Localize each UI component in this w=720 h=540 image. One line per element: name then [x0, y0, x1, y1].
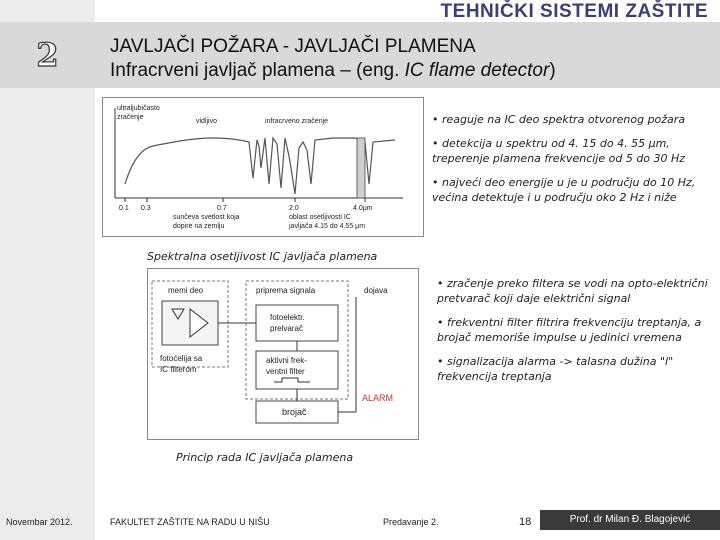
bullet-item: • zračenje preko filtera se vodi na opto-električni pretvarač koji daje električni signal — [437, 277, 708, 305]
subtitle-italic: IC flame detector — [404, 60, 550, 81]
converter-line1: fotoelektr. — [270, 313, 305, 322]
brand-title: TEHNIČKI SISTEMI ZAŠTITE — [440, 1, 708, 22]
subtitle-prefix: Infracrveni javljač plamena – (eng. — [110, 60, 405, 81]
bullet-item: • najveći deo energije u je u području do 10 Hz, većina detektuje i u području oko 2 Hz i niže — [432, 176, 696, 204]
filter-line1: aktivni frek- — [266, 356, 307, 365]
tick-40: 4.0μm — [353, 205, 373, 212]
footer-faculty: FAKULTET ZAŠTITE NA RADU U NIŠU — [110, 517, 270, 527]
slide-subtitle — [110, 60, 556, 82]
photocell-line2: IC filterom — [160, 365, 197, 374]
footer-professor: Prof. dr Milan Đ. Blagojević — [540, 510, 720, 530]
page-number: 18 — [519, 516, 532, 528]
slide-number: 2 — [0, 22, 95, 88]
note-sunlight-line2: dopire na zemlju — [173, 223, 225, 230]
spectral-sensitivity-figure — [102, 97, 424, 237]
memory-label: memi deo — [168, 286, 204, 295]
tick-07: 0.7 — [217, 205, 227, 212]
ylabel-line2: zračenje — [117, 114, 144, 121]
top-band — [95, 0, 720, 22]
bullets-top — [432, 112, 717, 214]
bullets-bottom — [437, 276, 717, 393]
spectrum-caption: Spektralna osetljivost IC javljača plamena — [147, 250, 378, 263]
sunlight-curve — [125, 138, 395, 194]
counter-label: brojač — [282, 407, 307, 417]
label-visible: vidljivo — [196, 118, 218, 125]
power-label: dojava — [364, 286, 388, 295]
photocell-line1: fotoćelija sa — [160, 354, 203, 363]
ic-detector-principle-figure — [147, 268, 419, 440]
bullet-item: • frekventni filter filtrira frekvenciju treptanja, a brojač memoriše impulse u jedinici vremena — [437, 316, 702, 344]
tick-01: 0.1 — [119, 205, 129, 212]
ylabel-line1: ultraljubičasto — [117, 105, 160, 112]
bullet-item: • detekcija u spektru od 4. 15 do 4. 55 μm, treperenje plamena frekvencije od 5 do 30 Hz — [432, 137, 686, 165]
note-sunlight-line1: sunčeva svetlost koja — [173, 214, 240, 221]
alarm-label: ALARM — [362, 393, 394, 403]
slide-title: JAVLJAČI POŽARA - JAVLJAČI PLAMENA — [110, 36, 476, 57]
footer-date: Novembar 2012. — [6, 517, 73, 527]
bullet-item: • reaguje na IC deo spektra otvorenog požara — [432, 113, 686, 126]
label-infrared: infracrveno zračenje — [265, 118, 329, 125]
filter-line2: ventni filter — [266, 367, 305, 376]
footer-lecture: Predavanje 2. — [383, 517, 439, 527]
subtitle-suffix: ) — [549, 60, 556, 81]
note-detector-line1: oblast osetljivosti IC — [289, 214, 351, 221]
block-diagram — [148, 269, 418, 439]
tick-03: 0.3 — [141, 205, 151, 212]
photoelectric-converter-box — [256, 305, 338, 341]
note-detector-line2: javljača 4.15 do 4.55 μm — [289, 223, 366, 230]
signal-prep-label: priprema signala — [256, 286, 316, 295]
detector-sensitivity-band — [357, 138, 365, 198]
converter-line2: prelvarač — [270, 324, 303, 333]
principle-caption: Princip rada IC javljača plamena — [176, 451, 354, 464]
spectrum-diagram — [103, 98, 423, 236]
bullet-item: • signalizacija alarma -> talasna dužina "l" frekvencija treptanja — [437, 355, 674, 383]
tick-20: 2.0 — [289, 205, 299, 212]
